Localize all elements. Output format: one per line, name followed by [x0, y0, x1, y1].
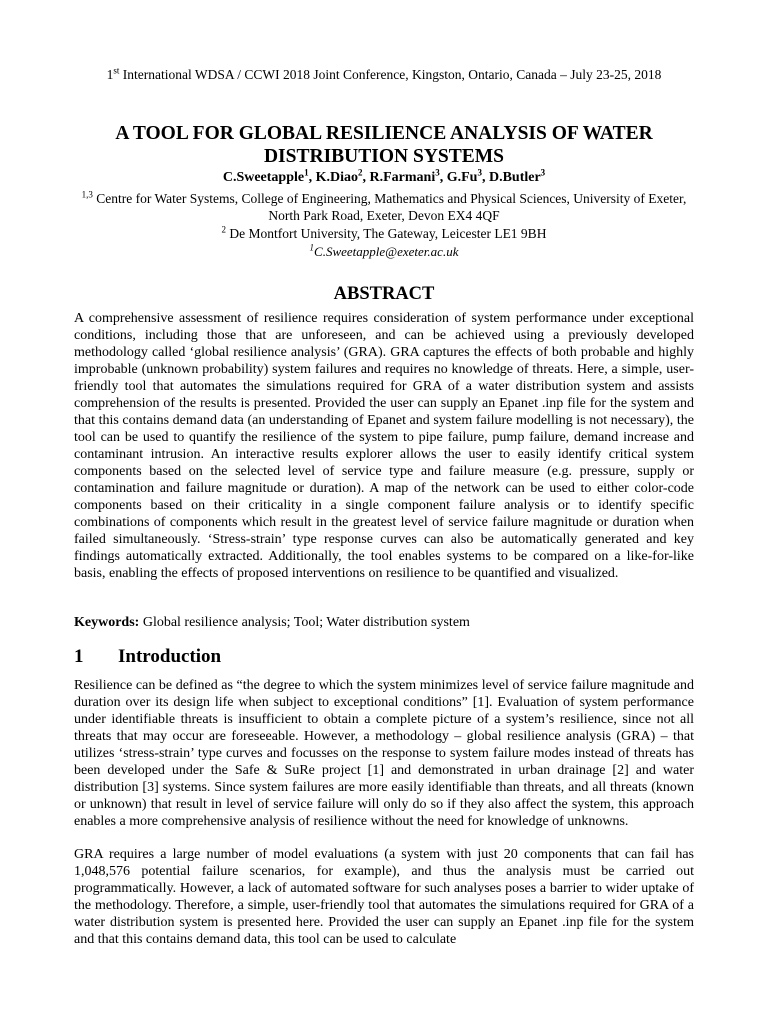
affiliation-mark: 2 — [221, 224, 227, 235]
conference-text: International WDSA / CCWI 2018 Joint Conference, Kingston, Ontario, Canada – July 23-25, 2018 — [119, 67, 662, 82]
author-affil-mark: 2 — [358, 167, 363, 178]
affiliation-text: Centre for Water Systems, College of Engineering, Mathematics and Physical Sciences, University of Exeter, North Park Road, Exeter, Devon EX4 4QF — [92, 191, 687, 223]
author-affil-mark: 1 — [304, 167, 309, 178]
author-name: D.Butler — [488, 170, 541, 185]
section-number: 1 — [74, 646, 84, 667]
section-title: Introduction — [118, 646, 222, 667]
author-affil-mark: 3 — [435, 167, 440, 178]
keywords-label: Keywords: — [74, 615, 140, 630]
email-text: C.Sweetapple@exeter.ac.uk — [314, 244, 459, 259]
section-heading — [74, 646, 221, 668]
affiliation-mark: 1,3 — [81, 189, 93, 200]
conference-ordinal-suffix: st — [113, 65, 120, 76]
author-name: R.Farmani — [369, 170, 436, 185]
author-name: K.Diao — [315, 170, 358, 185]
affiliation-text: De Montfort University, The Gateway, Leicester LE1 9BH — [226, 226, 547, 241]
conference-ordinal: 1 — [106, 67, 114, 82]
author-affil-mark: 3 — [540, 167, 546, 178]
keywords-text: Global resilience analysis; Tool; Water distribution system — [139, 615, 470, 630]
intro-paragraph: GRA requires a large number of model evaluations (a system with just 20 components that can fail has 1,048,576 potential failure scenarios, for example), and thus the analysis must be carried out programmatically. However, a lack of automated software for such analyses poses a barrier to wider uptake of the methodology. Therefore, a simple, user-friendly tool that automates the simulations required for GRA of a water distribution system is presented here. Provided the user can supply an Epanet .inp file for the system and that this contains demand data, this tool can be used to calculate — [74, 847, 694, 947]
corresponding-email — [0, 244, 768, 260]
author-list: C.Sweetapple$^1$, K.Diao$^2$, R.Farmani$^3$, G.Fu$^3$, D.Butler$^3$ — [222, 167, 546, 185]
conference-header — [0, 67, 768, 83]
email-mark: 1 — [309, 242, 315, 253]
abstract-body: A comprehensive assessment of resilience requires consideration of system performance under exceptional conditions, including those that are unforeseen, and can be achieved using a previously developed methodology called ‘global resilience analysis’ (GRA). GRA captures the effects of both probable and highly improbable (unknown probability) system failures and requires no knowledge of threats. Here, a simple, user-friendly tool that automates the simulations required for GRA of a water distribution system and assists comprehension of the results is presented. Provided the user can supply an Epanet .inp file for the system and that this contains demand data (an understanding of Epanet and system failure modelling is not necessary), the tool can be used to quantify the resilience of the system to pipe failure, pump failure, demand increase and contaminant intrusion. An interactive results explorer allows the user to easily identify critical system components based on the selected level of service type and failure measure (e.g. pressure, supply or contamination and failure magnitude or duration). A map of the network can be used to either color-code components based on their criticality in a single component failure analysis or to identify specific combinations of components which result in the greatest level of service failure magnitude or duration when failed simultaneously. ‘Stress-strain’ type response curves can also be automatically generated and key findings automatically extracted. Additionally, the tool enables systems to be compared on a like-for-like basis, enabling the effects of proposed interventions on resilience to be quantified and visualized. — [74, 311, 694, 581]
abstract-heading: ABSTRACT — [333, 284, 435, 304]
affiliation-exeter — [80, 190, 688, 224]
affiliation-demontfort — [80, 225, 688, 242]
author-affil-mark: 3 — [477, 167, 482, 178]
author-name: G.Fu — [446, 170, 478, 185]
author-name: C.Sweetapple — [222, 170, 305, 185]
paper-title: A TOOL FOR GLOBAL RESILIENCE ANALYSIS OF WATER DISTRIBUTION SYSTEMS — [115, 123, 653, 167]
keywords-line — [74, 615, 694, 631]
intro-paragraph: Resilience can be defined as “the degree to which the system minimizes level of service failure magnitude and duration over its design life when subject to exceptional conditions” [1]. Evaluation of system performance under identifiable threats is insufficient to obtain a complete picture of a system’s resilience, since not all threats that may occur are foreseeable. However, a methodology – global resilience analysis (GRA) – that utilizes ‘stress-strain’ type curves and focusses on the response to system failure modes instead of threats has been developed under the Safe & SuRe project [1] and demonstrated in urban drainage [2] and water distribution [3] systems. Since system failures are more easily identifiable than threats, and all threats (known or unknown) that result in level of service failure will only do so if they also affect the system, this approach enables a more comprehensive analysis of resilience without the need for knowledge of unknowns. — [74, 678, 694, 829]
